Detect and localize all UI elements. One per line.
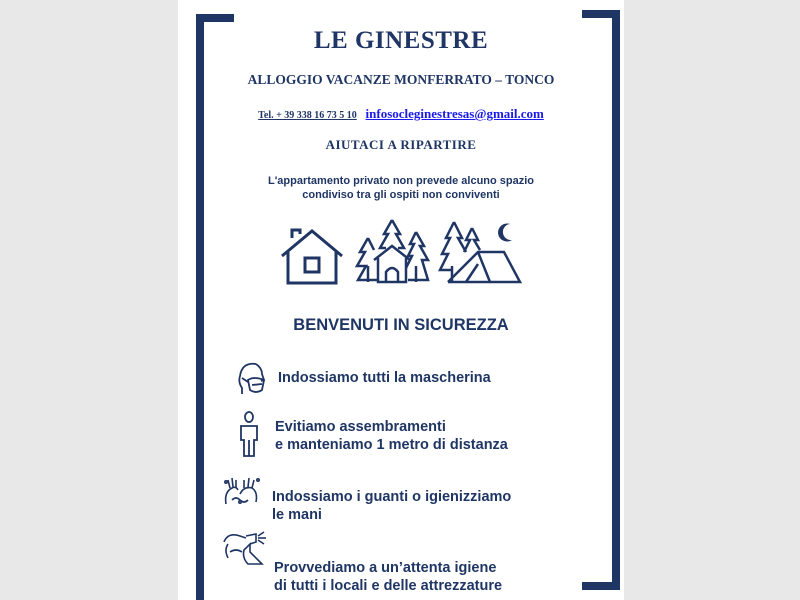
cabin-in-trees-icon (354, 218, 430, 286)
rule-cleaning: Provvediamo a un’attenta igiene di tutti i locali e delle attrezzature (274, 560, 503, 594)
subtitle: ALLOGGIO VACANZE MONFERRATO – TONCO (247, 72, 555, 87)
phone-number: Tel. + 39 338 16 73 5 10 (258, 110, 357, 121)
hand-washing-icon (222, 474, 260, 508)
house-icon (278, 226, 346, 286)
contact-line (178, 106, 624, 122)
person-distance-icon (236, 410, 262, 460)
face-mask-icon (234, 360, 270, 396)
email-link[interactable]: infosocleginestresas@gmail.com (365, 106, 544, 121)
notice-line-1: L'appartamento privato non prevede alcuno spazio (267, 175, 535, 187)
welcome-heading: BENVENUTI IN SICUREZZA (293, 316, 509, 334)
appeal-text: AIUTACI A RIPARTIRE (325, 137, 477, 152)
rule-mask: Indossiamo tutti la mascherina (278, 370, 491, 386)
spray-bottle-icon (222, 528, 268, 566)
notice-line-2: condiviso tra gli ospiti non conviventi (302, 189, 500, 201)
notice (178, 174, 624, 202)
rule-distance: Evitiamo assembramenti e manteniamo 1 metro di distanza (275, 419, 508, 453)
page-title: LE GINESTRE (313, 27, 489, 54)
tent-with-moon-icon (438, 216, 522, 286)
rule-gloves: Indossiamo i guanti o igienizziamo le mani (272, 489, 512, 523)
